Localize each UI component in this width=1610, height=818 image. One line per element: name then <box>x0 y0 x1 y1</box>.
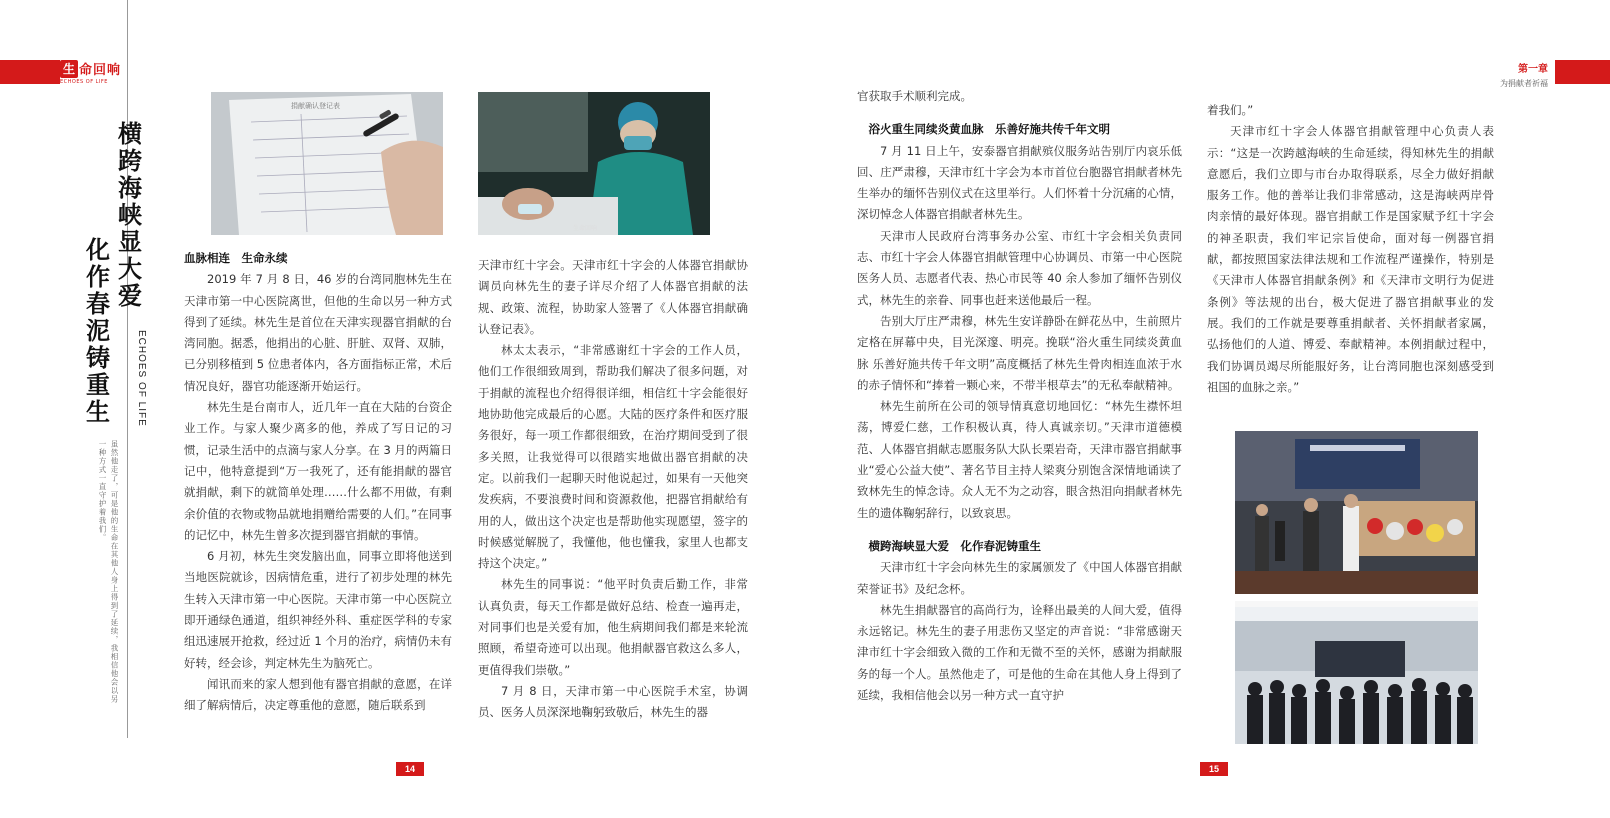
side-quote: 虽然他走了，可是他的生命在其他人身上得到了延续，我相信他会以另一种方式一直守护着我们。 <box>98 440 119 704</box>
header-red-band-left <box>0 60 60 84</box>
col3-paragraph: 告别大厅庄严肃穆，林先生安详静卧在鲜花丛中，生前照片定格在屏幕中央，目光深邃、明亮。挽联“浴火重生同续炎黄血脉 乐善好施共传千年文明”高度概括了林先生骨肉相连血浓于水的赤子情怀和“捧着一颗心来，不带半根草去”的无私奉献精神。 <box>857 313 1182 392</box>
article-column-1 <box>184 248 452 717</box>
header-red-band-right <box>1555 60 1610 84</box>
section-heading-bloodline: 血脉相连 生命永续 <box>184 251 288 265</box>
col2-paragraph: 林先生的同事说：“他平时负责后勤工作，非常认真负责，每天工作都是做好总结、检查一遍再走，对同事们也是关爱有加，他生病期间我们都是来轮流照顾，希望奇迹可以出现。他捐献器官救这么多人，更值得我们崇敬。” <box>478 577 748 677</box>
chapter-header <box>1500 60 1548 89</box>
col3-paragraph: 7 月 11 日上午，安泰器官捐献殡仪服务站告别厅内哀乐低回、庄严肃穆，天津市红十字会为本市首位台胞器官捐献者林先生举办的缅怀告别仪式在这里举行。人们怀着十分沉痛的心情，深切悼念人体器官捐献者林先生。 <box>857 143 1182 222</box>
col1-paragraph: 林先生是台南市人，近几年一直在大陆的台资企业工作。与家人聚少离多的他，养成了写日记的习惯，记录生活中的点滴与家人分享。在 3 月的两篇日记中，他特意提到“万一我死了，还有能捐献的器官就捐献，剩下的就简单处理……什么都不用做，有剩余价值的衣物或物品就地捐赠给需要的人们。”在同事的记忆中，林先生曾多次提到器官捐献的事情。 <box>184 400 452 542</box>
photo-watermark: 生命回响 <box>573 225 598 232</box>
form-title-text: 捐献确认登记表 <box>291 102 340 110</box>
col4-paragraph: 天津市红十字会人体器官捐献管理中心负责人表示：“这是一次跨越海峡的生命延续，得知林先生的捐献意愿后，我们立即与市台办取得联系，尽全力做好捐献服务工作。他的善举让我们非常感动，这是海峡两岸骨肉亲情的最好体现。器官捐献工作是国家赋予红十字会的神圣职责，我们牢记宗旨使命，面对每一例器官捐献，都按照国家法律法规和工作流程严谨操作，特别是《天津市人体器官捐献条例》和《天津市文明行为促进条例》等法规的出台，极大促进了器官捐献事业的发展。我们的工作就是要尊重捐献者、关怀捐献者家属，弘扬他们的人道、博爱、奉献精神。本例捐献过程中，我们协调员竭尽所能服好务，让台湾同胞也深刻感受到祖国的血脉之亲。” <box>1207 124 1494 394</box>
section-heading-rebirth: 浴火重生同续炎黄血脉 乐善好施共传千年文明 <box>868 122 1110 137</box>
chapter-subtitle: 为捐献者祈福 <box>1500 79 1548 88</box>
col3-paragraph: 天津市红十字会向林先生的家属颁发了《中国人体器官捐献荣誉证书》及纪念杯。 <box>857 560 1182 596</box>
article-column-2 <box>478 255 748 724</box>
col2-paragraph: 7 月 8 日，天津市第一中心医院手术室，协调员、医务人员深深地鞠躬致敬后，林先生的器 <box>478 683 748 720</box>
article-column-4 <box>1207 100 1494 398</box>
col3-paragraph: 林先生前所在公司的领导情真意切地回忆：“林先生襟怀坦荡，博爱仁慈，工作积极认真，待人真诚亲切。”天津市道德模范、人体器官捐献志愿服务队大队长栗岩奇，天津市器官捐献事业“爱心公益大使”、著名节目主持人梁爽分别饱含深情地诵读了致林先生的悼念诗。众人无不为之动容，眼含热泪向捐献者林先生的遗体鞠躬辞行，以致哀思。 <box>857 399 1182 520</box>
col4-lead: 着我们。” <box>1207 103 1254 117</box>
photo-donation-form <box>211 92 443 235</box>
magazine-logo <box>60 58 122 86</box>
logo-mark: 生 <box>60 60 78 78</box>
col1-paragraph: 6 月初，林先生突发脑出血，同事立即将他送到当地医院就诊，因病情危重，进行了初步处理的林先生转入天津市第一中心医院。天津市第一中心医院立即开通绿色通道，组织神经外科、重症医学科的专家组迅速展开抢救，经过近 1 个月的治疗，病情仍未有好转，经会诊，判定林先生为脑死亡。 <box>184 549 452 670</box>
section-heading-strait: 横跨海峡显大爱 化作春泥铸重生 <box>868 538 1041 553</box>
echoes-of-life-label: ECHOES OF LIFE <box>136 330 147 427</box>
col1-paragraph: 闻讯而来的家人想到他有器官捐献的意愿，在详细了解病情后，决定尊重他的意愿，随后联系到 <box>184 676 452 713</box>
photo-hospital-bedside <box>478 92 710 235</box>
col3-lead: 官获取手术顺利完成。 <box>857 89 972 103</box>
col3-paragraph: 天津市人民政府台湾事务办公室、市红十字会相关负责同志、市红十字会人体器官捐献管理中心协调员、市第一中心医院医务人员、志愿者代表、热心市民等 40 余人参加了缅怀告别仪式，林先生的亲眷、同事也赶来送他最后一程。 <box>857 228 1182 307</box>
page-number-right: 15 <box>1200 762 1228 776</box>
article-column-3 <box>857 86 1182 706</box>
chapter-title: 第一章 <box>1518 64 1548 75</box>
col2-paragraph: 天津市红十字会。天津市红十字会的人体器官捐献协调员向林先生的妻子详尽介绍了人体器官捐献的法规、政策、流程，协助家人签署了《人体器官捐献确认登记表》。 <box>478 258 748 336</box>
col3-paragraph: 林先生捐献器官的高尚行为，诠释出最美的人间大爱，值得永远铭记。林先生的妻子用悲伤又坚定的声音说：“非常感谢天津市红十字会细致入微的工作和无微不至的关怀，感谢为捐献服务的每一个人。虽然他走了，可是他的生命在其他人身上得到了延续，我相信他会以另一种方式一直守护 <box>857 602 1182 703</box>
col1-paragraph: 2019 年 7 月 8 日，46 岁的台湾同胞林先生在天津市第一中心医院离世，但他的生命以另一种方式得到了延续。林先生是首位在天津实现器官捐献的台湾同胞。据悉，他捐出的心脏、肝脏、双肾、双肺，已分别移植到 5 位患者体内，各方面指标正常，术后情况良好，器官功能逐渐开始运行。 <box>184 272 452 393</box>
headline-line-1: 横跨海峡显大爱 <box>118 119 142 310</box>
vertical-divider <box>127 0 128 738</box>
page-number-left: 14 <box>396 762 424 776</box>
logo-subtitle: ECHOES OF LIFE <box>60 79 108 85</box>
headline-line-2: 化作春泥铸重生 <box>86 235 110 426</box>
photo-memorial-ceremony <box>1235 431 1478 594</box>
photo-memorial-audience <box>1235 601 1478 744</box>
logo-title: 命回响 <box>79 63 122 78</box>
col2-paragraph: 林太太表示，“非常感谢红十字会的工作人员，他们工作很细致周到，帮助我们解决了很多问题，对于捐献的流程也介绍得很详细，相信红十字会能很好地协助他完成最后的心愿。大陆的医疗条件和医疗服务很好，每一项工作都很细致，在治疗期间受到了很多关照，让我觉得可以很踏实地做出器官捐献的决定。以前我们一起聊天时他说起过，如果有一天他突发疾病，不要浪费时间和资源救他，把器官捐献给有用的人，做出这个决定也是帮助他实现愿望，签字的时候感觉解脱了，我懂他，他也懂我，家里人也都支持这个决定。” <box>478 343 748 571</box>
